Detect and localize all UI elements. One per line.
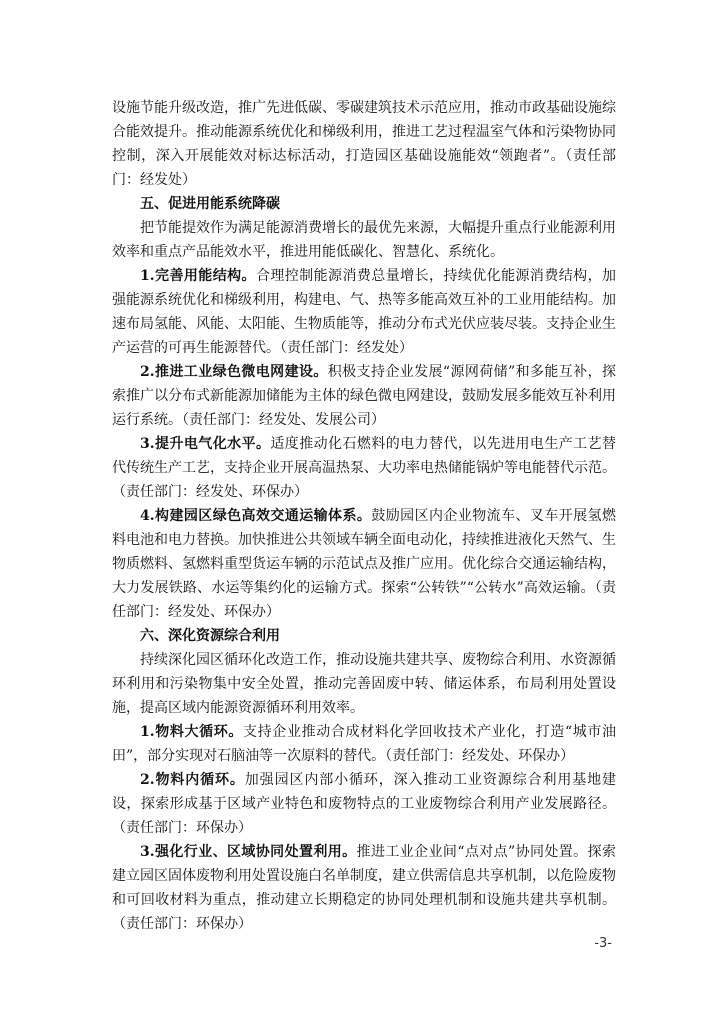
page-number: -3- xyxy=(594,936,612,951)
section-heading-6: 六、深化资源综合利用 xyxy=(140,628,280,644)
paragraph-item-5-2: 2.推进工业绿色微电网建设。积极支持企业发展“源网荷储”和多能互补，探索推广以分布式新能源加储能为主体的绿色微电网建设，鼓励发展多能效互补利用运行系统。（责任部门：经发处、发展公司） xyxy=(112,364,616,428)
paragraph-item-5-1: 1.完善用能结构。合理控制能源消费总量增长，持续优化能源消费结构，加强能源系统优化和梯级利用，构建电、气、热等多能高效互补的工业用能结构。加速布局氢能、风能、太阳能、生物质能等，推动分布式光伏应装尽装。支持企业生产运营的可再生能源替代。（责任部门：经发处） xyxy=(112,268,616,356)
document-body xyxy=(112,96,616,936)
paragraph-section-5-intro: 把节能提效作为满足能源消费增长的最优先来源，大幅提升重点行业能源利用效率和重点产品能效水平，推进用能低碳化、智慧化、系统化。 xyxy=(112,220,616,260)
item-lead-6-2: 2.物料内循环。 xyxy=(140,772,245,788)
item-lead-6-3: 3.强化行业、区域协同处置利用。 xyxy=(140,844,357,860)
paragraph-intro-continued: 设施节能升级改造，推广先进低碳、零碳建筑技术示范应用，推动市政基础设施综合能效提升。推动能源系统优化和梯级利用，推进工艺过程温室气体和污染物协同控制，深入开展能效对标达标活动，打造园区基础设施能效“领跑者”。（责任部门：经发处） xyxy=(112,100,616,188)
item-lead-5-3: 3.提升电气化水平。 xyxy=(140,436,271,452)
item-lead-5-1: 1.完善用能结构。 xyxy=(140,268,256,284)
item-lead-6-1: 1.物料大循环。 xyxy=(140,724,244,740)
paragraph-item-6-1: 1.物料大循环。支持企业推动合成材料化学回收技术产业化，打造“城市油田”，部分实现对石脑油等一次原料的替代。（责任部门：经发处、环保办） xyxy=(112,724,616,764)
paragraph-item-5-4: 4.构建园区绿色高效交通运输体系。鼓励园区内企业物流车、叉车开展氢燃料电池和电力替换。加快推进公共领域车辆全面电动化，持续推进液化天然气、生物质燃料、氢燃料重型货运车辆的示范试点及推广应用。优化综合交通运输结构，大力发展铁路、水运等集约化的运输方式。探索“公转铁”“公转水”高效运输。（责任部门：经发处、环保办） xyxy=(112,508,616,620)
paragraph-section-6-intro: 持续深化园区循环化改造工作，推动设施共建共享、废物综合利用、水资源循环利用和污染物集中安全处置，推动完善固废中转、储运体系，布局利用处置设施，提高区域内能源资源循环利用效率。 xyxy=(112,652,616,716)
paragraph-item-6-3: 3.强化行业、区域协同处置利用。推进工业企业间“点对点”协同处置。探索建立园区固体废物利用处置设施白名单制度，建立供需信息共享机制，以危险废物和可回收材料为重点，推动建立长期稳定的协同处理机制和设施共建共享机制。（责任部门：环保办） xyxy=(112,844,616,932)
section-heading-5: 五、促进用能系统降碳 xyxy=(140,196,280,212)
paragraph-item-5-3: 3.提升电气化水平。适度推动化石燃料的电力替代，以先进用电生产工艺替代传统生产工艺，支持企业开展高温热泵、大功率电热储能锅炉等电能替代示范。（责任部门：经发处、环保办） xyxy=(112,436,617,500)
item-lead-5-2: 2.推进工业绿色微电网建设。 xyxy=(140,364,328,380)
item-lead-5-4: 4.构建园区绿色高效交通运输体系。 xyxy=(140,508,372,524)
paragraph-item-6-2: 2.物料内循环。加强园区内部小循环，深入推动工业资源综合利用基地建设，探索形成基于区域产业特色和废物特点的工业废物综合利用产业发展路径。（责任部门：环保办） xyxy=(112,772,616,836)
